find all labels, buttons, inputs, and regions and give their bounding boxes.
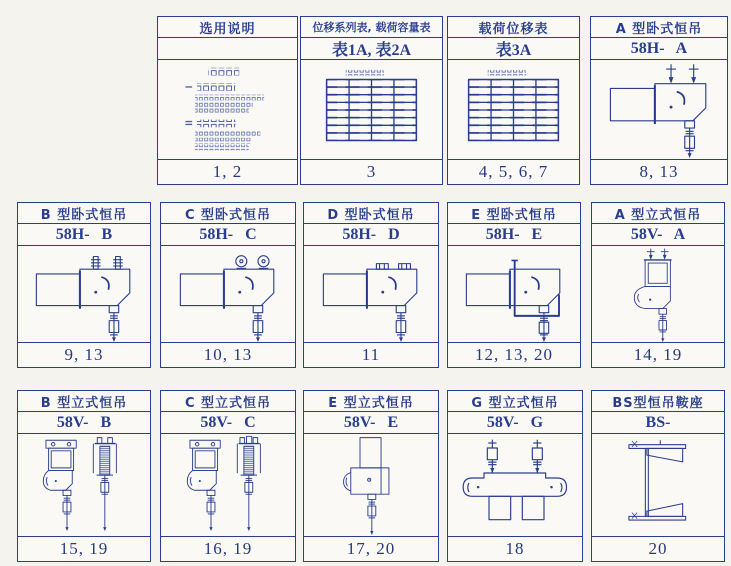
cell-model-code: 58H- C [161,224,295,246]
selection-notes-diagram [158,60,297,160]
cell-page-numbers: 1, 2 [212,162,243,181]
cell-page-numbers: 15, 19 [59,539,109,558]
cell-title: A 型卧式恒吊 [591,17,727,38]
cell-page-numbers: 12, 13, 20 [475,345,553,364]
hanger-diagram-58v-g [448,434,582,537]
cell-model-code: 58H- A [591,38,727,60]
hanger-diagram-58h-a [591,60,727,160]
cell-selection-notes [157,16,298,185]
cell-page-numbers: 16, 19 [203,539,253,558]
cell-title: 位移系列表, 载荷容量表 [301,17,442,38]
cell-title: E 型立式恒吊 [304,391,438,412]
cell-model-code: 58H- B [18,224,150,246]
saddle-diagram-bs [592,434,724,537]
cell-page-numbers: 14, 19 [633,345,683,364]
cell-page-numbers: 9, 13 [64,345,104,364]
cell-model-code: 58H- E [448,224,580,246]
cell-model-code: BS- [592,412,724,434]
cell-title: G 型立式恒吊 [448,391,582,412]
cell-displacement-series-tables [300,16,443,185]
cell-title: C 型立式恒吊 [161,391,295,412]
cell-page-numbers: 18 [505,539,525,558]
cell-title: BS型恒吊鞍座 [592,391,724,412]
cell-model-code: 表3A [448,38,579,60]
cell-model-code: 58H- D [304,224,438,246]
cell-title: C 型卧式恒吊 [161,203,295,224]
cell-58h-c [160,202,296,368]
cell-title: A 型立式恒吊 [592,203,724,224]
cell-model-code: 58V- B [18,412,150,434]
cell-58h-e [447,202,581,368]
cell-model-code: 58V- C [161,412,295,434]
cell-58h-a [590,16,728,185]
cell-page-numbers: 20 [648,539,668,558]
hanger-diagram-58h-e [448,246,580,343]
mini-table-diagram [448,60,579,160]
cell-58h-d [303,202,439,368]
cell-page-numbers: 3 [366,162,377,181]
hanger-diagram-58v-c [161,434,295,537]
cell-58v-b [17,390,151,562]
cell-model-code: 58V- G [448,412,582,434]
hanger-diagram-58h-d [304,246,438,343]
cell-page-numbers: 8, 13 [639,162,679,181]
cell-58v-a [591,202,725,368]
hanger-diagram-58v-a [592,246,724,343]
cell-title: B 型立式恒吊 [18,391,150,412]
hanger-diagram-58h-c [161,246,295,343]
cell-58v-e [303,390,439,562]
cell-bs-saddle [591,390,725,562]
hanger-diagram-58v-e [304,434,438,537]
hanger-diagram-58h-b [18,246,150,343]
cell-title: 选用说明 [158,17,297,38]
cell-page-numbers: 10, 13 [203,345,253,364]
cell-page-numbers: 4, 5, 6, 7 [478,162,549,181]
cell-page-numbers: 11 [361,345,381,364]
cell-58v-g [447,390,583,562]
cell-load-displacement-table [447,16,580,185]
cell-title: 载荷位移表 [448,17,579,38]
hanger-diagram-58v-b [18,434,150,537]
cell-model-code: 58V- E [304,412,438,434]
cell-title: E 型卧式恒吊 [448,203,580,224]
cell-model-code [158,38,297,60]
mini-table-diagram [301,60,442,160]
cell-title: B 型卧式恒吊 [18,203,150,224]
cell-page-numbers: 17, 20 [346,539,396,558]
cell-title: D 型卧式恒吊 [304,203,438,224]
cell-model-code: 58V- A [592,224,724,246]
cell-58v-c [160,390,296,562]
cell-58h-b [17,202,151,368]
cell-model-code: 表1A, 表2A [301,38,442,60]
